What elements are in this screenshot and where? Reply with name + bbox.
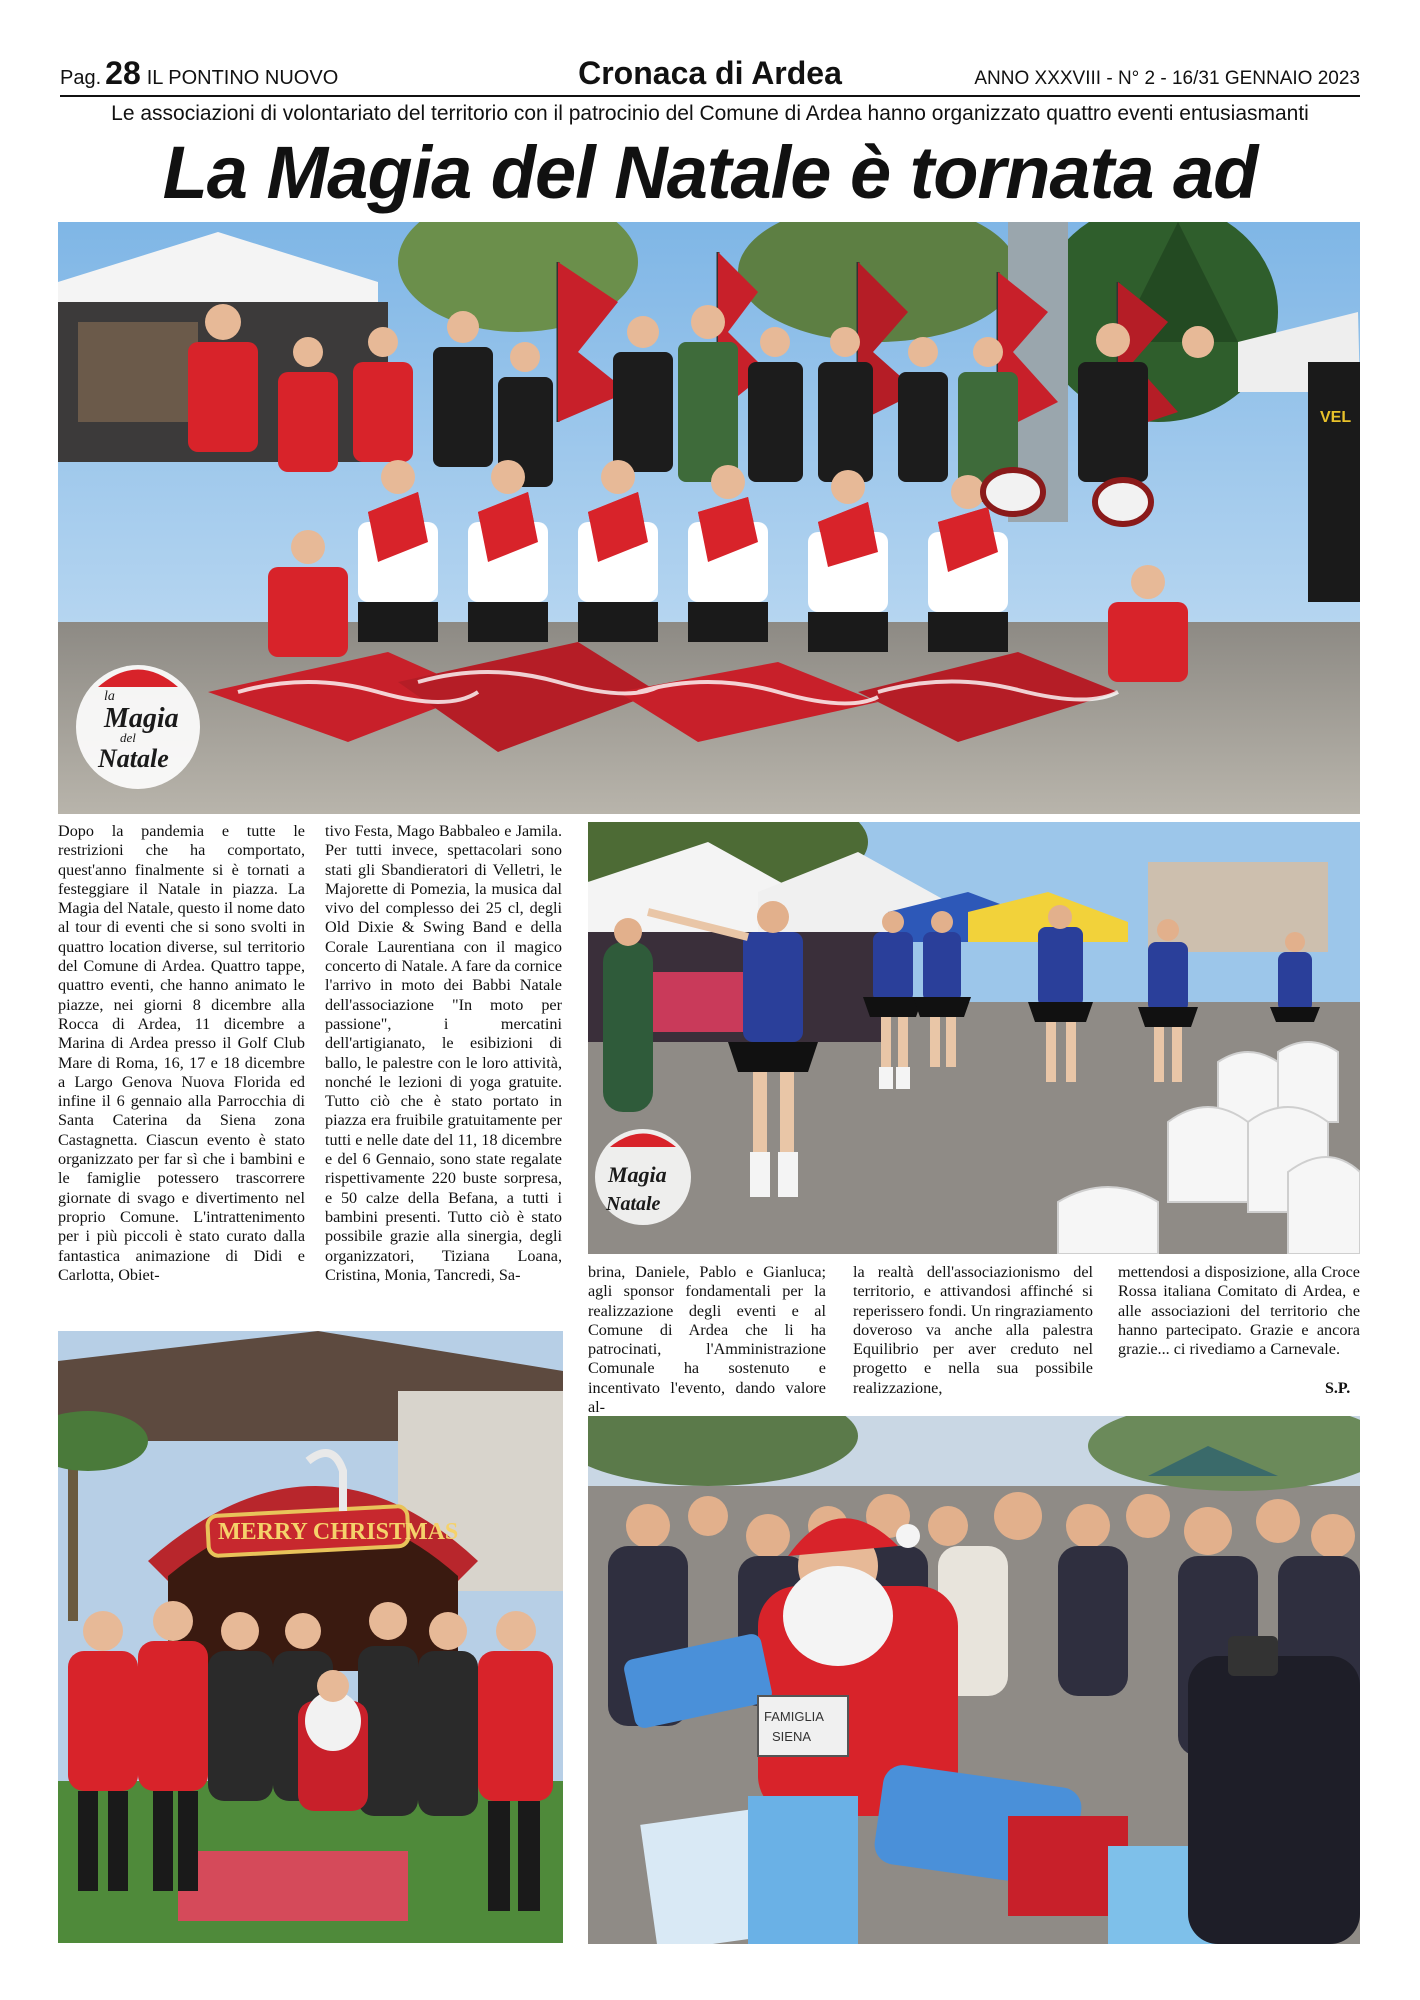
page-number: 28: [105, 55, 141, 91]
article-text: mettendosi a disposizione, alla Croce Rossa italiana Comitato di Ardea, e alle associazioni del territorio che hanno partecipato. Grazie e ancora grazie... ci rivediamo a Carnevale.: [1118, 1263, 1360, 1359]
svg-text:del: del: [120, 730, 136, 745]
svg-text:la: la: [104, 689, 115, 704]
photo-flag-wavers-group: [58, 222, 1360, 814]
issue-info: ANNO XXXVIII - N° 2 - 16/31 GENNAIO 2023: [974, 68, 1360, 89]
photo-santa-with-children: [588, 1416, 1360, 1944]
article-column-1: [58, 822, 305, 1285]
article-column-2: [325, 822, 562, 1285]
merry-christmas-sign: MERRY CHRISTMAS: [218, 1519, 459, 1545]
article-text: Dopo la pandemia e tutte le restrizioni che ha comportato, quest'anno finalmente si è tornati a festeggiare il Natale in piazza. La Magia del Natale, questo il nome dato al tour di eventi che si sono svolti in quattro location diverse, sul territorio del Comune di Ardea. Quattro tappe, quattro eventi, che hanno animato le piazze, nei giorni 8 dicembre alla Rocca di Ardea, 11 dicembre a Marina di Ardea presso il Golf Club Mare di Roma, 16, 17 e 18 dicembre a Largo Genova Nuova Florida ed infine il 6 gennaio alla Parrocchia di Santa Caterina da Siena zona Castagnetta. Ciascun evento è stato organizzato per far sì che i bambini e le famiglie potessero trascorrere giornate di svago e divertimento nel proprio Comune. L'intrattenimento per i più piccoli è stato curato dalla fantastica animazione di Didi e Carlotta, Obiet-: [58, 822, 305, 1284]
famiglia-sign-line1: FAMIGLIA: [764, 1709, 824, 1724]
magia-del-natale-logo: [76, 665, 200, 789]
article-column-4: [853, 1263, 1093, 1398]
magia-del-natale-logo: [595, 1129, 691, 1225]
famiglia-sign-line2: SIENA: [772, 1729, 812, 1744]
svg-text:Magia: Magia: [608, 1162, 667, 1187]
header-rule: [60, 95, 1360, 97]
article-headline: La Magia del Natale è tornata ad: [162, 131, 1258, 214]
article-text: tivo Festa, Mago Babbaleo e Jamila. Per tutti invece, spettacolari sono stati gli Sbandieratori di Velletri, le Majorette di Pomezia, la musica dal vivo del complesso dei 25 cl, degli Old Dixie & Swing Band e della Corale Laurentiana con il magico concerto di Natale. A fare da cornice l'arrivo in moto dei Babbi Natale dell'associazione "In moto per passione", i mercatini dell'artigianato, le esibizioni di ballo, le palestre con le loro attività, nonché le lezioni di yoga gratuite. Tutto ciò che è stato portato in piazza era fruibile gratuitamente per tutti e nelle date del 11, 18 dicembre e del 6 Gennaio, sono state regalate rispettivamente 220 buste sorpresa, e 50 calze della Befana, a tutti i bambini presenti. Tutto ciò è stato possibile grazie alla sinergia, degli organizzatori, Tiziana Loana, Cristina, Monia, Tancredi, Sa-: [325, 822, 562, 1284]
article-text: brina, Daniele, Pablo e Gianluca; agli sponsor fondamentali per la realizzazione degli eventi e al Comune di Ardea che li ha patrocinati, l'Amministrazione Comunale ha sostenuto e incentivato l'evento, dando valore al-: [588, 1263, 826, 1417]
newspaper-name: IL PONTINO NUOVO: [146, 67, 339, 89]
page-header: [60, 55, 1360, 94]
article-column-3: [588, 1263, 826, 1417]
article-column-5: [1118, 1263, 1360, 1359]
photo-merry-christmas-group: [58, 1331, 563, 1943]
page-prefix: Pag.: [60, 67, 102, 89]
svg-text:Magia: Magia: [104, 703, 179, 734]
svg-text:Natale: Natale: [98, 744, 169, 773]
photo-majorettes: [588, 822, 1360, 1254]
banner-vel-text: VEL: [1320, 409, 1352, 426]
article-text: la realtà dell'associazionismo del territorio, e attivandosi affinché si reperissero fondi. Un ringraziamento doveroso va anche alla palestra Equilibrio per aver creduto nel progetto e nella sua possibile realizzazione,: [853, 1263, 1093, 1397]
section-title: Cronaca di Ardea: [578, 55, 842, 91]
article-signature: S.P.: [1325, 1380, 1351, 1397]
svg-text:Natale: Natale: [606, 1193, 661, 1215]
article-kicker: Le associazioni di volontariato del territorio con il patrocinio del Comune di Ardea hanno organizzato quattro eventi entusiasmanti: [111, 102, 1309, 125]
